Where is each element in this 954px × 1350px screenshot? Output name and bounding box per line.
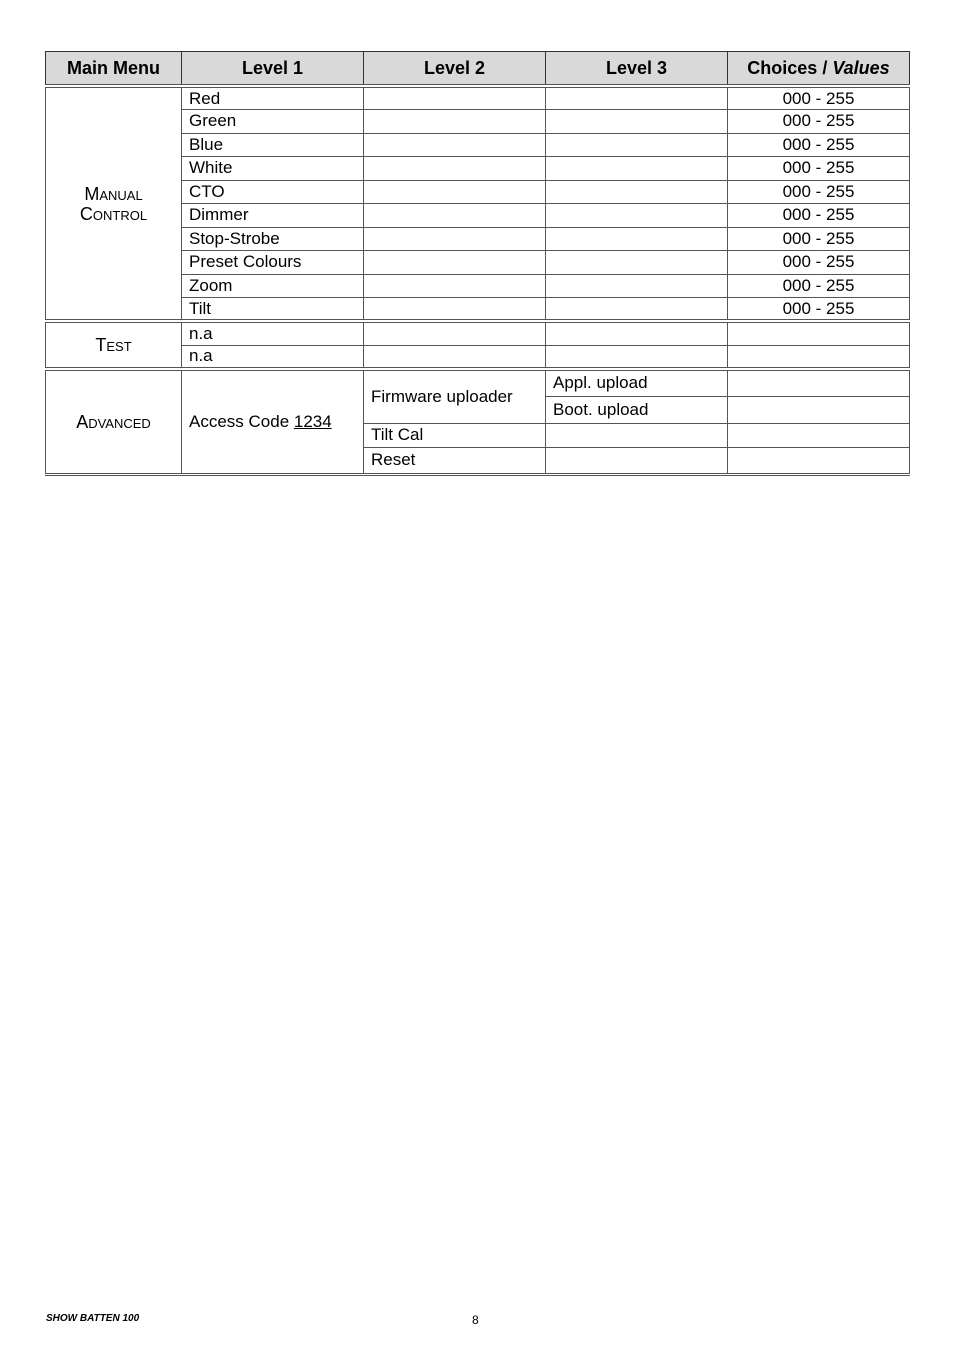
level1-item: CTO xyxy=(182,180,364,204)
level2-cell xyxy=(364,133,546,157)
value-cell xyxy=(728,396,910,423)
main-menu-advanced: Advanced xyxy=(46,369,182,474)
manual-title-line2: Control xyxy=(79,203,148,224)
value-cell xyxy=(728,345,910,369)
level1-item: n.a xyxy=(182,321,364,345)
level2-cell xyxy=(364,86,546,110)
access-code-value: 1234 xyxy=(293,411,332,431)
header-level-1: Level 1 xyxy=(182,52,364,87)
value-range: 000 - 255 xyxy=(728,180,910,204)
level1-item: Zoom xyxy=(182,274,364,298)
level3-appl-upload: Appl. upload xyxy=(546,369,728,396)
level3-cell xyxy=(546,133,728,157)
level3-cell xyxy=(546,227,728,251)
level3-cell xyxy=(546,110,728,134)
level2-cell xyxy=(364,110,546,134)
level3-cell xyxy=(546,157,728,181)
header-values: Values xyxy=(832,58,890,78)
level3-cell xyxy=(546,447,728,474)
value-range: 000 - 255 xyxy=(728,227,910,251)
value-range: 000 - 255 xyxy=(728,251,910,275)
value-cell xyxy=(728,321,910,345)
level3-cell xyxy=(546,204,728,228)
manual-control-group xyxy=(46,86,910,321)
table-row xyxy=(46,321,910,345)
access-code-label: Access Code xyxy=(189,411,294,431)
level1-item: Dimmer xyxy=(182,204,364,228)
header-level-3: Level 3 xyxy=(546,52,728,87)
footer-product-name: SHOW BATTEN 100 xyxy=(46,1313,140,1324)
header-level-2: Level 2 xyxy=(364,52,546,87)
manual-title-line1: Manual xyxy=(84,183,143,204)
header-choices: Choices / xyxy=(747,58,833,78)
value-range: 000 - 255 xyxy=(728,204,910,228)
level2-cell xyxy=(364,345,546,369)
value-range: 000 - 255 xyxy=(728,133,910,157)
level3-cell xyxy=(546,251,728,275)
level1-item: n.a xyxy=(182,345,364,369)
level2-reset: Reset xyxy=(364,447,546,474)
header-choices-values xyxy=(728,52,910,87)
level2-cell xyxy=(364,251,546,275)
value-range: 000 - 255 xyxy=(728,274,910,298)
value-cell xyxy=(728,423,910,447)
level3-cell xyxy=(546,423,728,447)
level1-item: Preset Colours xyxy=(182,251,364,275)
level2-tilt-cal: Tilt Cal xyxy=(364,423,546,447)
advanced-group xyxy=(46,369,910,474)
level2-cell xyxy=(364,180,546,204)
level3-boot-upload: Boot. upload xyxy=(546,396,728,423)
value-range: 000 - 255 xyxy=(728,298,910,322)
main-menu-test: Test xyxy=(46,321,182,369)
menu-structure-table xyxy=(45,51,910,476)
table-row xyxy=(46,86,910,110)
level2-cell xyxy=(364,274,546,298)
level1-access-code xyxy=(182,369,364,474)
level3-cell xyxy=(546,321,728,345)
level2-cell xyxy=(364,227,546,251)
level3-cell xyxy=(546,274,728,298)
level1-item: Red xyxy=(182,86,364,110)
value-cell xyxy=(728,447,910,474)
header-row xyxy=(46,52,910,87)
value-range: 000 - 255 xyxy=(728,110,910,134)
level1-item: Stop-Strobe xyxy=(182,227,364,251)
footer-page-number: 8 xyxy=(472,1313,479,1327)
level1-item: Blue xyxy=(182,133,364,157)
header-main-menu: Main Menu xyxy=(46,52,182,87)
level2-firmware-uploader: Firmware uploader xyxy=(364,369,546,423)
value-range: 000 - 255 xyxy=(728,157,910,181)
level3-cell xyxy=(546,345,728,369)
value-cell xyxy=(728,369,910,396)
level3-cell xyxy=(546,180,728,204)
table-row xyxy=(46,369,910,396)
level1-item: White xyxy=(182,157,364,181)
level3-cell xyxy=(546,298,728,322)
level2-cell xyxy=(364,321,546,345)
level1-item: Tilt xyxy=(182,298,364,322)
main-menu-manual-control xyxy=(46,86,182,321)
value-range: 000 - 255 xyxy=(728,86,910,110)
level2-cell xyxy=(364,204,546,228)
test-group xyxy=(46,321,910,369)
level3-cell xyxy=(546,86,728,110)
level1-item: Green xyxy=(182,110,364,134)
level2-cell xyxy=(364,157,546,181)
level2-cell xyxy=(364,298,546,322)
